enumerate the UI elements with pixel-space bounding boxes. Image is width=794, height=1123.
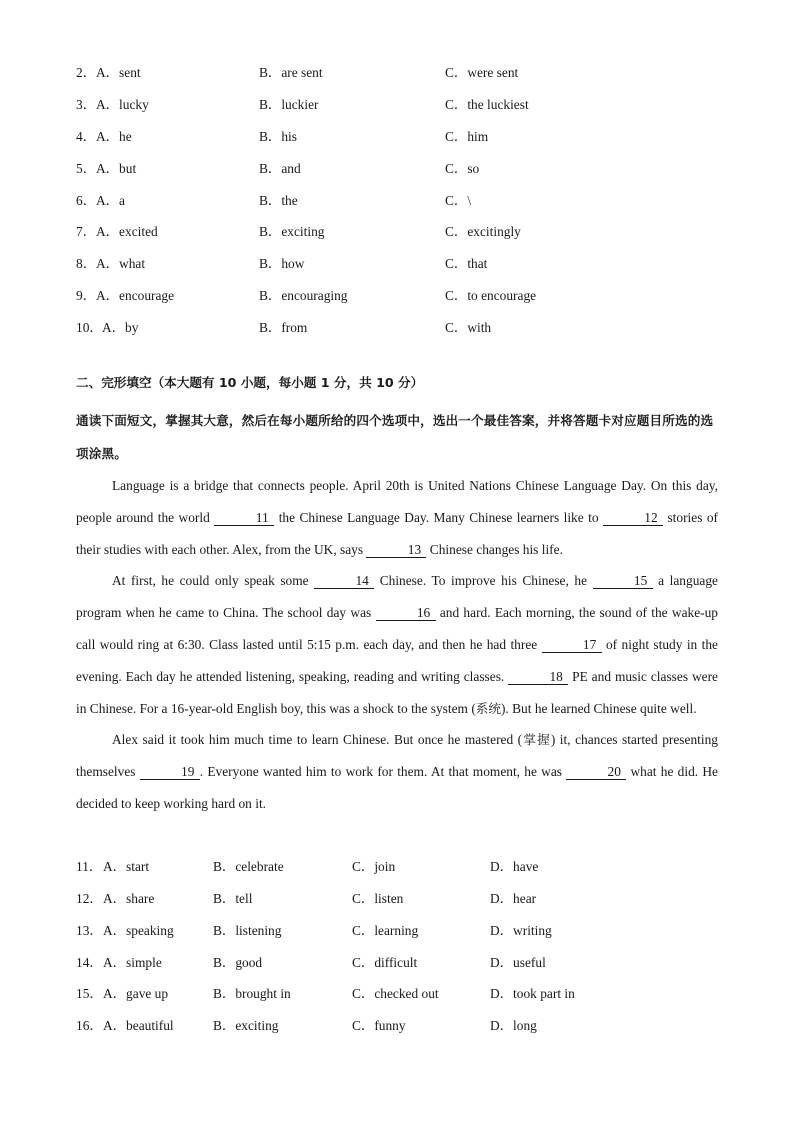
passage-text: Chinese changes his life. <box>426 541 563 557</box>
option-c: C．with <box>445 320 492 335</box>
passage-text: Language is a bridge that connects people. April 20th is United Nations Chinese Language Day. On this day, people around the world <box>76 478 718 525</box>
cloze-passage <box>76 470 718 820</box>
option-d: D．writing <box>490 923 552 938</box>
option-a: A．a <box>96 193 126 208</box>
option-d: D．hear <box>490 891 537 906</box>
question-number: 13． <box>76 923 103 938</box>
option-b: B．the <box>259 193 298 208</box>
option-a: A．speaking <box>103 923 174 938</box>
blank-12: 12 <box>603 510 663 526</box>
question-number: 5． <box>76 161 97 176</box>
question-number: 12． <box>76 891 103 906</box>
passage-text: of night study in the evening. Each day he attended listening, speaking, reading and writing classes. <box>76 636 718 684</box>
option-c: C．him <box>445 129 489 144</box>
question-number: 4． <box>76 129 97 144</box>
question-number: 11． <box>76 859 103 874</box>
option-d: D．useful <box>490 955 546 970</box>
chinese-gloss: 掌握 <box>522 732 551 748</box>
option-c: C．to encourage <box>445 288 537 303</box>
option-c: C．difficult <box>352 955 418 970</box>
option-d: D．long <box>490 1018 537 1033</box>
option-b: B．listening <box>213 923 282 938</box>
blank-19: 19 <box>140 764 200 780</box>
option-a: A．sent <box>96 65 141 80</box>
option-b: B．from <box>259 320 308 335</box>
chinese-gloss: 系统 <box>475 700 501 716</box>
option-a: A．beautiful <box>103 1018 174 1033</box>
option-c: C．were sent <box>445 65 519 80</box>
option-c: C．join <box>352 859 396 874</box>
option-a: A．share <box>103 891 155 906</box>
passage-text: what he did. He decided to keep working hard on it. <box>76 764 718 811</box>
question-number: 8． <box>76 256 97 271</box>
option-b: B．his <box>259 129 297 144</box>
option-a: A．start <box>103 859 150 874</box>
option-b: B．how <box>259 256 305 271</box>
blank-14: 14 <box>314 573 374 589</box>
option-c: C．\ <box>445 193 472 208</box>
option-b: B．exciting <box>213 1018 279 1033</box>
passage-paragraph <box>76 470 718 565</box>
passage-text: the Chinese Language Day. Many Chinese learners like to <box>274 509 603 525</box>
passage-text: At first, he could only speak some <box>112 573 315 589</box>
option-a: A．what <box>96 256 146 271</box>
blank-18: 18 <box>508 669 568 685</box>
question-number: 16． <box>76 1018 103 1033</box>
passage-paragraph <box>76 565 718 724</box>
blank-11: 11 <box>214 510 274 526</box>
question-number: 15． <box>76 986 103 1001</box>
option-b: B．exciting <box>259 224 325 239</box>
question-number: 14． <box>76 955 103 970</box>
option-b: B．good <box>213 955 263 970</box>
question-number: 7． <box>76 224 97 239</box>
passage-text: PE and music classes were in Chinese. For a 16-year-old English boy, this was a shock to the system ( <box>76 668 718 716</box>
option-c: C．listen <box>352 891 404 906</box>
option-a: A．but <box>96 161 137 176</box>
section-instructions: 通读下面短文，掌握其大意，然后在每小题所给的四个选项中，选出一个最佳答案，并将答题卡对应题目所选的选项涂黑。 <box>76 413 714 461</box>
blank-17: 17 <box>542 637 602 653</box>
option-b: B．brought in <box>213 986 291 1001</box>
option-a: A．excited <box>96 224 158 239</box>
option-c: C．the luckiest <box>445 97 529 112</box>
passage-paragraph <box>76 724 718 819</box>
question-number: 9． <box>76 288 97 303</box>
passage-text: and hard. Each morning, the sound of the wake-up call would ring at 6:30. Class lasted until 5:15 p.m. each day, and then he had three <box>76 605 718 652</box>
option-c: C．checked out <box>352 986 439 1001</box>
passage-text: Chinese. To improve his Chinese, he <box>374 573 593 589</box>
option-b: B．encouraging <box>259 288 348 303</box>
option-c: C．so <box>445 161 480 176</box>
option-b: B．are sent <box>259 65 323 80</box>
passage-text: ) it, chances started presenting themselves <box>76 732 718 780</box>
option-a: A．he <box>96 129 132 144</box>
option-d: D．took part in <box>490 986 575 1001</box>
passage-text: . Everyone wanted him to work for them. At that moment, he was <box>199 764 567 780</box>
option-a: A．encourage <box>96 288 175 303</box>
blank-13: 13 <box>366 542 426 558</box>
passage-text: a language program when he came to China. The school day was <box>76 573 718 621</box>
option-c: C．learning <box>352 923 419 938</box>
blank-15: 15 <box>593 573 653 589</box>
question-number: 10． <box>76 320 103 335</box>
question-number: 3． <box>76 97 97 112</box>
passage-text: stories of their studies with each other. Alex, from the UK, says <box>76 509 718 557</box>
option-b: B．celebrate <box>213 859 284 874</box>
blank-16: 16 <box>376 605 436 621</box>
option-c: C．excitingly <box>445 224 521 239</box>
question-number: 2． <box>76 65 97 80</box>
passage-text: Alex said it took him much time to learn Chinese. But once he mastered ( <box>112 732 523 748</box>
question-number: 6． <box>76 193 97 208</box>
option-b: B．and <box>259 161 301 176</box>
option-d: D．have <box>490 859 539 874</box>
option-a: A．by <box>102 320 139 335</box>
option-a: A．simple <box>103 955 162 970</box>
section-heading: 二、完形填空（本大题有 10 小题，每小题 1 分，共 10 分） <box>76 375 424 390</box>
option-a: A．lucky <box>96 97 149 112</box>
passage-text: ). But he learned Chinese quite well. <box>500 700 697 716</box>
option-b: B．tell <box>213 891 253 906</box>
option-c: C．funny <box>352 1018 406 1033</box>
option-c: C．that <box>445 256 488 271</box>
option-b: B．luckier <box>259 97 319 112</box>
blank-20: 20 <box>566 764 626 780</box>
option-a: A．gave up <box>103 986 169 1001</box>
